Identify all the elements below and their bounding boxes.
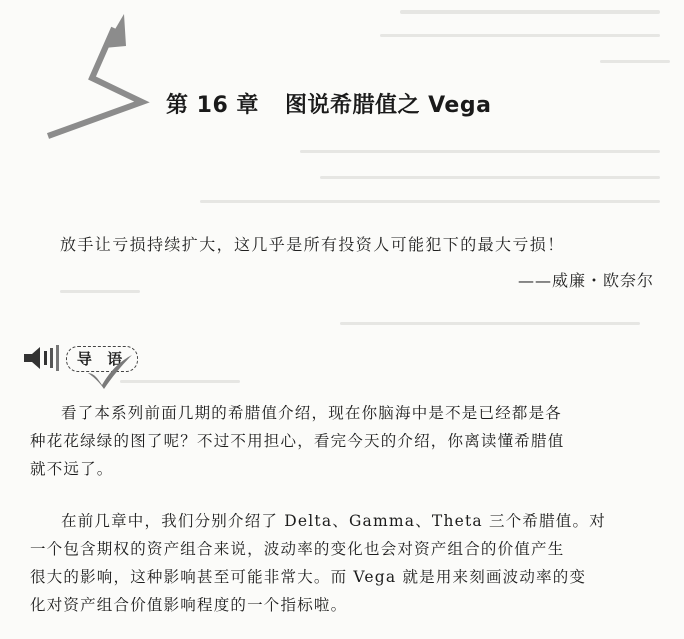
paragraph-line: 很大的影响，这种影响甚至可能非常大。而 Vega 就是用来刻画波动率的变: [30, 568, 587, 586]
paragraph-line: 种花花绿绿的图了呢？不过不用担心，看完今天的介绍，你离读懂希腊值: [30, 432, 565, 450]
epigraph-text: 放手让亏损持续扩大，这几乎是所有投资人可能犯下的最大亏损！: [60, 235, 565, 254]
checkmark-icon: [84, 351, 136, 391]
speaker-icon: [22, 343, 66, 373]
paragraph-line: 就不远了。: [30, 460, 114, 478]
paragraph-line: 看了本系列前面几期的希腊值介绍，现在你脑海中是不是已经都是各: [61, 404, 563, 422]
intro-paragraph-1: [30, 399, 660, 483]
intro-label: 导 语: [66, 346, 138, 372]
paragraph-line: 化对资产组合价值影响程度的一个指标啦。: [30, 596, 348, 614]
chapter-arrow-icon: [0, 0, 160, 150]
epigraph-author: ——威廉・欧奈尔: [517, 271, 654, 290]
chapter-title-text: 图说希腊值之 Vega: [284, 93, 492, 118]
paragraph-line: 在前几章中，我们分别介绍了 Delta、Gamma、Theta 三个希腊值。对: [61, 512, 606, 530]
intro-paragraph-2: [30, 507, 660, 619]
paragraph-line: 一个包含期权的资产组合来说，波动率的变化也会对资产组合的价值产生: [30, 540, 565, 558]
intro-header: [22, 343, 142, 391]
chapter-number: 第 16 章: [166, 93, 259, 118]
chapter-title: [166, 88, 491, 119]
